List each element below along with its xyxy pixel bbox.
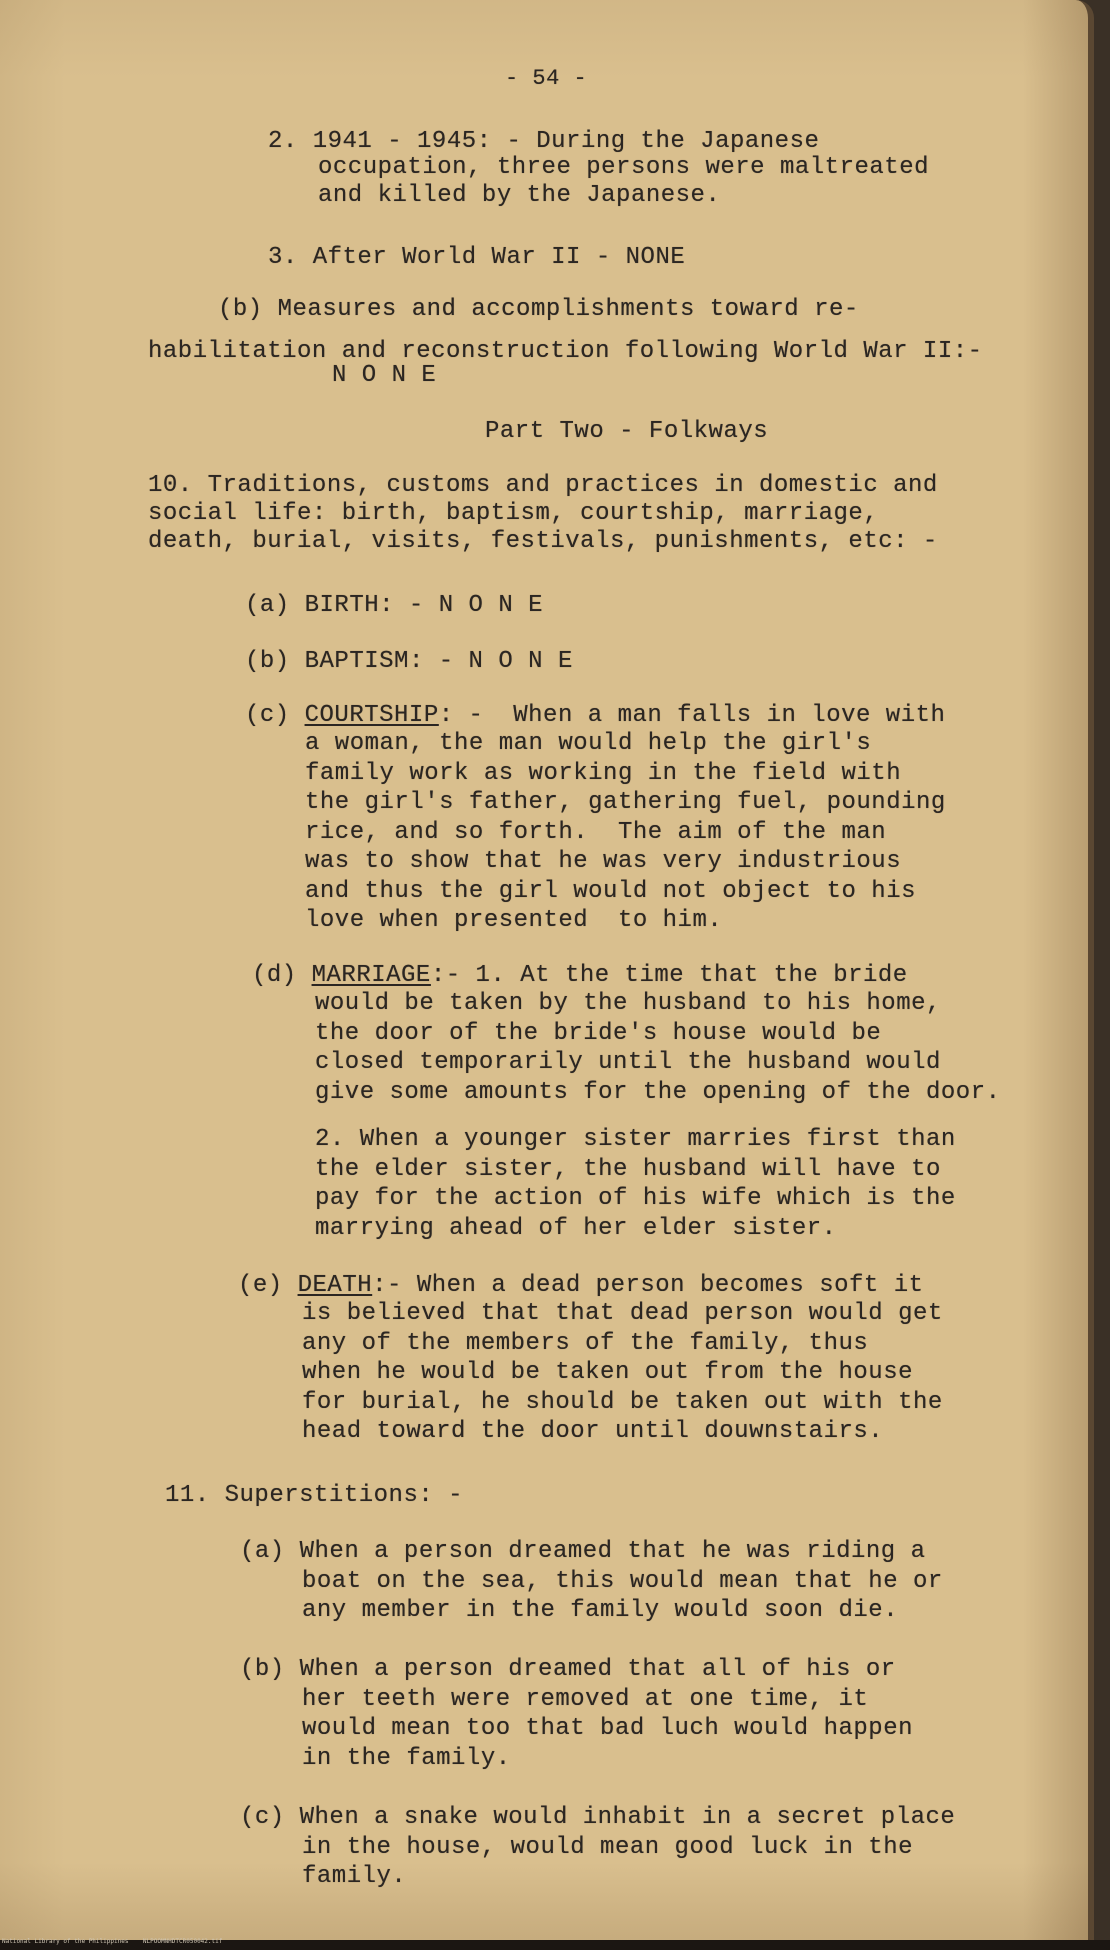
- superstition-b-line: would mean too that bad luch would happen: [302, 1715, 913, 1742]
- birth-label: BIRTH: [304, 592, 380, 619]
- birth-prefix: (a): [245, 592, 305, 619]
- death-line: any of the members of the family, thus: [302, 1329, 869, 1357]
- marriage-2-line: the elder sister, the husband will have to: [315, 1155, 941, 1183]
- part-title: Part Two - Folkways: [485, 418, 769, 445]
- courtship-line: was to show that he was very industrious: [305, 848, 902, 875]
- marriage-heading: [252, 962, 908, 989]
- marriage-2-line: pay for the action of his wife which is the: [315, 1185, 956, 1212]
- marriage-line: closed temporarily until the husband would: [315, 1049, 941, 1076]
- courtship-first-line: : - When a man falls in love with: [438, 702, 946, 729]
- q11-heading: 11. Superstitions: -: [165, 1482, 464, 1509]
- superstition-c-line: (c) When a snake would inhabit in a secret place: [240, 1804, 956, 1831]
- superstition-b-line: (b) When a person dreamed that all of his or: [240, 1656, 896, 1683]
- item-2-line-2: occupation, three persons were maltreated: [318, 154, 929, 181]
- baptism-label: BAPTISM: [304, 648, 409, 675]
- death-first-line: :- When a dead person becomes soft it: [372, 1272, 924, 1299]
- marriage-label: MARRIAGE: [311, 962, 431, 989]
- courtship-line: and thus the girl would not object to his: [305, 877, 916, 905]
- marriage-line: would be taken by the husband to his home,: [315, 990, 941, 1017]
- death-prefix: (e): [238, 1272, 298, 1299]
- death-heading: [238, 1272, 924, 1299]
- footer-caption: National Library of the Philippines NLPOOMNHDTCR050042.tif: [2, 1938, 223, 1945]
- superstition-b-line: her teeth were removed at one time, it: [302, 1685, 869, 1713]
- q10-line-3: death, burial, visits, festivals, punishments, etc: -: [148, 528, 938, 555]
- marriage-first-line: :- 1. At the time that the bride: [430, 962, 908, 989]
- q10-line-2: social life: birth, baptism, courtship, marriage,: [148, 500, 879, 527]
- courtship-line: the girl's father, gathering fuel, pounding: [305, 789, 946, 816]
- marriage-line: give some amounts for the opening of the door.: [315, 1078, 1001, 1106]
- section-b-line-1: (b) Measures and accomplishments toward re-: [218, 296, 859, 323]
- marriage-2-line: marrying ahead of her elder sister.: [315, 1214, 837, 1242]
- courtship-line: rice, and so forth. The aim of the man: [305, 818, 887, 846]
- baptism-prefix: (b): [245, 648, 305, 675]
- death-label: DEATH: [297, 1272, 373, 1299]
- marriage-2-line: 2. When a younger sister marries first than: [315, 1126, 956, 1153]
- marriage-line: the door of the bride's house would be: [315, 1019, 882, 1047]
- courtship-prefix: (c): [245, 702, 305, 729]
- superstition-c-line: family.: [302, 1863, 407, 1890]
- superstition-a-line: any member in the family would soon die.: [302, 1597, 899, 1624]
- superstition-b-line: in the family.: [302, 1744, 511, 1772]
- courtship-heading: [245, 702, 945, 729]
- death-line: head toward the door until douwnstairs.: [302, 1418, 884, 1445]
- courtship-label: COURTSHIP: [304, 702, 439, 729]
- courtship-line: love when presented to him.: [305, 907, 723, 934]
- superstition-a-line: boat on the sea, this would mean that he or: [302, 1567, 943, 1595]
- q10-line-1: 10. Traditions, customs and practices in domestic and: [148, 472, 938, 499]
- section-b-line-3: N O N E: [332, 362, 437, 389]
- death-line: is believed that that dead person would get: [302, 1300, 943, 1327]
- item-2-line-3: and killed by the Japanese.: [318, 182, 721, 209]
- courtship-line: family work as working in the field with: [305, 759, 902, 787]
- courtship-line: a woman, the man would help the girl's: [305, 730, 872, 757]
- item-3: 3. After World War II - NONE: [268, 244, 686, 271]
- superstition-a-line: (a) When a person dreamed that he was riding a: [240, 1538, 926, 1565]
- birth-value: : - N O N E: [379, 592, 544, 619]
- death-line: when he would be taken out from the house: [302, 1359, 913, 1386]
- marriage-prefix: (d): [252, 962, 312, 989]
- item-2-line-1: 2. 1941 - 1945: - During the Japanese: [268, 128, 820, 155]
- birth-entry: [245, 592, 543, 619]
- superstition-c-line: in the house, would mean good luck in the: [302, 1833, 913, 1861]
- death-line: for burial, he should be taken out with the: [302, 1388, 943, 1416]
- page-number: - 54 -: [505, 66, 588, 91]
- baptism-value: : - N O N E: [408, 648, 573, 675]
- baptism-entry: [245, 648, 573, 675]
- section-b-line-2: habilitation and reconstruction following World War II:-: [148, 338, 983, 365]
